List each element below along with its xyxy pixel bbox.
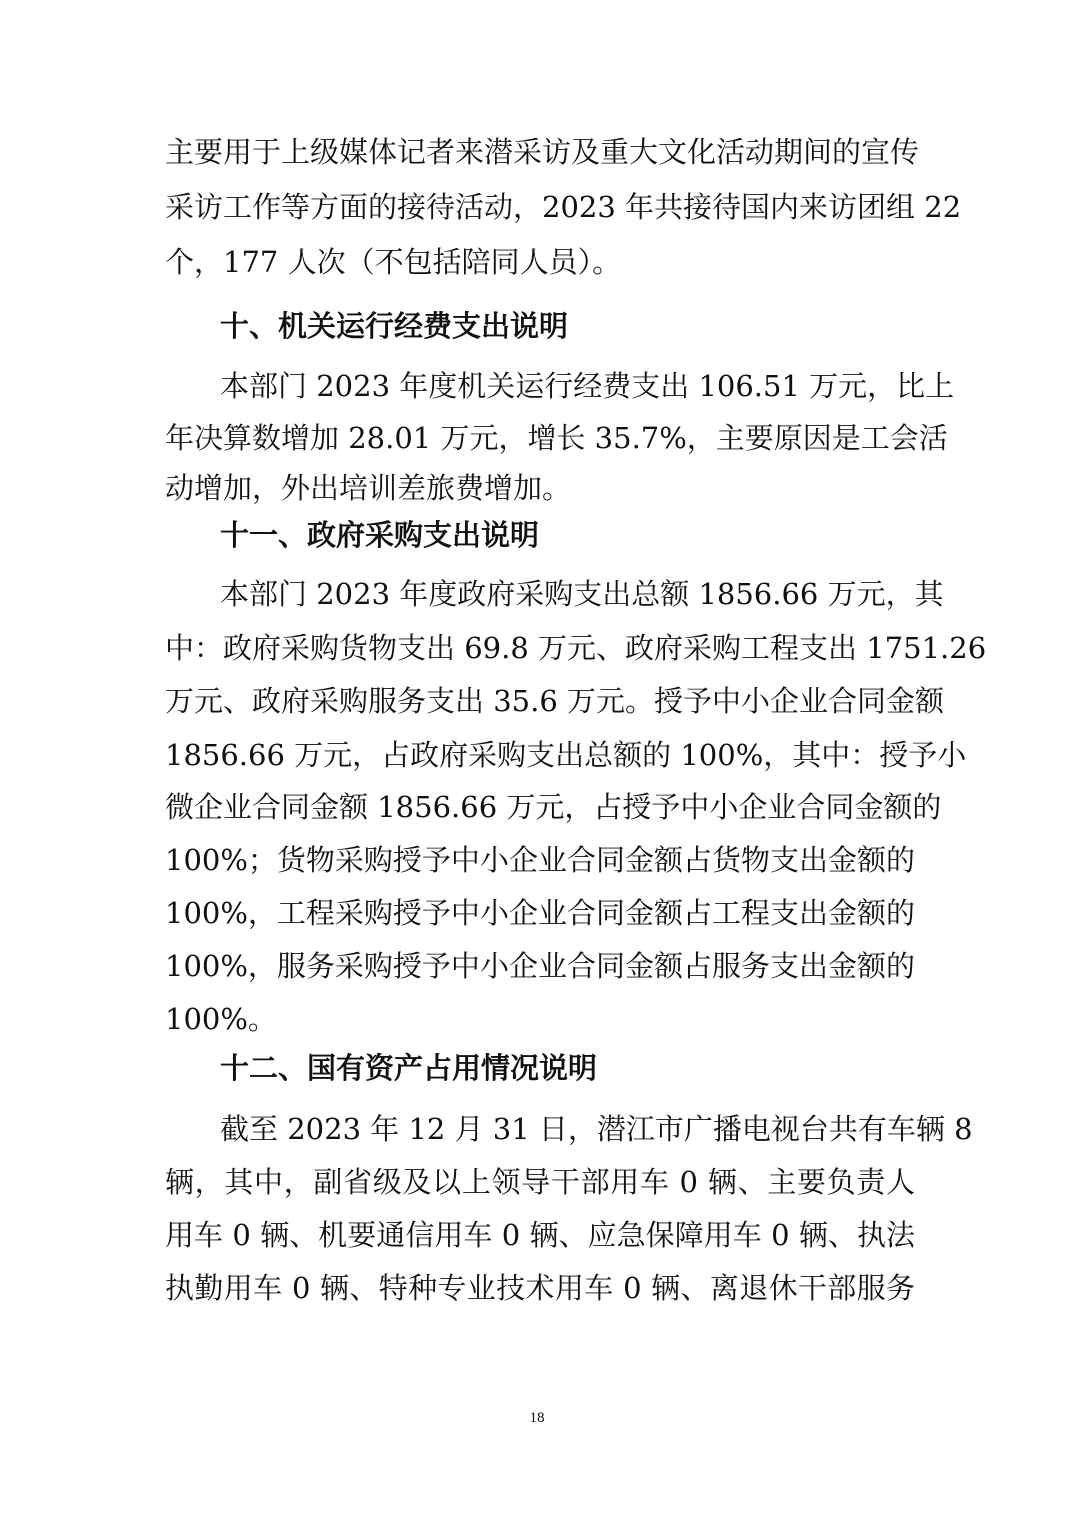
paragraph-line: 微企业合同金额 1856.66 万元，占授予中小企业合同金额的 <box>165 790 942 824</box>
paragraph-line: 1856.66 万元，占政府采购支出总额的 100%，其中：授予小 <box>165 738 967 772</box>
paragraph-line: 动增加，外出培训差旅费增加。 <box>165 471 572 505</box>
paragraph-line: 个，177 人次（不包括陪同人员）。 <box>165 245 622 279</box>
paragraph-line: 执勤用车 0 辆、特种专业技术用车 0 辆、离退休干部服务 <box>165 1271 915 1305</box>
paragraph-line: 中：政府采购货物支出 69.8 万元、政府采购工程支出 1751.26 <box>165 631 987 665</box>
section-heading-11: 十一、政府采购支出说明 <box>220 518 540 552</box>
section-heading-10: 十、机关运行经费支出说明 <box>220 309 569 343</box>
paragraph-line: 100%，工程采购授予中小企业合同金额占工程支出金额的 <box>165 896 915 930</box>
section-heading-12: 十二、国有资产占用情况说明 <box>220 1051 598 1085</box>
page-number: 18 <box>529 1410 545 1426</box>
paragraph-line: 本部门 2023 年度政府采购支出总额 1856.66 万元，其 <box>220 577 944 611</box>
paragraph-line: 截至 2023 年 12 月 31 日，潜江市广播电视台共有车辆 8 <box>220 1112 973 1146</box>
paragraph-line: 100%，服务采购授予中小企业合同金额占服务支出金额的 <box>165 949 915 983</box>
paragraph-line: 万元、政府采购服务支出 35.6 万元。授予中小企业合同金额 <box>165 684 945 718</box>
paragraph-line: 年决算数增加 28.01 万元，增长 35.7%，主要原因是工会活 <box>165 421 948 455</box>
paragraph-line: 100%；货物采购授予中小企业合同金额占货物支出金额的 <box>165 843 915 877</box>
paragraph-line: 本部门 2023 年度机关运行经费支出 106.51 万元，比上 <box>220 369 955 403</box>
paragraph-line: 用车 0 辆、机要通信用车 0 辆、应急保障用车 0 辆、执法 <box>165 1218 915 1252</box>
paragraph-line: 辆，其中，副省级及以上领导干部用车 0 辆、主要负责人 <box>165 1165 915 1199</box>
paragraph-line: 主要用于上级媒体记者来潜采访及重大文化活动期间的宣传 <box>165 135 920 169</box>
paragraph-line: 100%。 <box>165 1002 277 1036</box>
paragraph-line: 采访工作等方面的接待活动，2023 年共接待国内来访团组 22 <box>165 190 962 224</box>
